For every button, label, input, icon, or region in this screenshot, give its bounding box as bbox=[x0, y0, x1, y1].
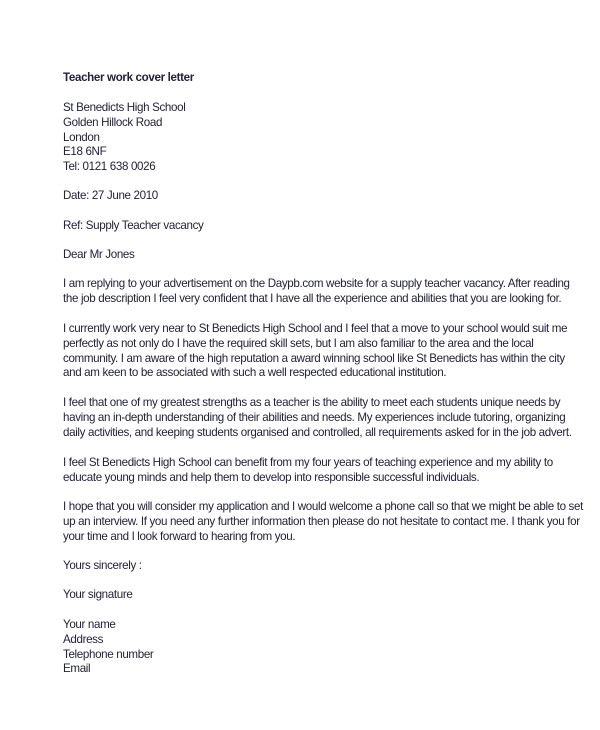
text-line: Your name bbox=[63, 618, 116, 631]
signature-placeholder bbox=[63, 588, 132, 603]
text-line: community. I am aware of the high reputation a award winning school like St Benedicts has within the city bbox=[63, 351, 565, 365]
text-line: I currently work very near to St Benedicts High School and I feel that a move to your school would suit me bbox=[63, 322, 568, 335]
text-line: Your signature bbox=[63, 588, 133, 601]
salutation bbox=[63, 248, 134, 263]
text-line: Golden Hillock Road bbox=[63, 115, 163, 129]
paragraph-1 bbox=[63, 277, 570, 307]
paragraph-2 bbox=[63, 322, 567, 381]
text-line: perfectly as not only do I have the required skill sets, but I am also familiar to the area and the local bbox=[63, 336, 534, 350]
text-line: I hope that you will consider my application and I would welcome a phone call so that we might be able to set bbox=[63, 500, 583, 513]
paragraph-3 bbox=[63, 396, 572, 440]
text-line: Telephone number bbox=[63, 647, 154, 661]
contact-details bbox=[63, 618, 153, 677]
text-line: Date: 27 June 2010 bbox=[63, 189, 158, 202]
text-line: Teacher work cover letter bbox=[63, 71, 194, 84]
text-line: Dear Mr Jones bbox=[63, 248, 135, 261]
text-line: the job description I feel very confident that I have all the experience and abilities that you are looking for. bbox=[63, 291, 562, 305]
text-line: I feel St Benedicts High School can benefit from my four years of teaching experience and my ability to bbox=[63, 456, 553, 469]
paragraph-4 bbox=[63, 456, 553, 486]
text-line: E18 6NF bbox=[63, 145, 107, 159]
text-line: I feel that one of my greatest strengths as a teacher is the ability to meet each students unique needs by bbox=[63, 396, 561, 409]
letter-date bbox=[63, 189, 158, 204]
closing bbox=[63, 559, 142, 574]
text-line: daily activities, and keeping students organised and controlled, all requirements asked for in the job advert. bbox=[63, 425, 572, 439]
text-line: St Benedicts High School bbox=[63, 101, 186, 114]
text-line: having an in-depth understanding of their abilities and needs. My experiences include tutoring, organizing bbox=[63, 410, 566, 424]
text-line: Yours sincerely : bbox=[63, 559, 142, 572]
paragraph-5 bbox=[63, 500, 583, 544]
sender-address bbox=[63, 101, 185, 175]
text-line: Email bbox=[63, 662, 91, 676]
text-line: I am replying to your advertisement on the Daypb.com website for a supply teacher vacancy. After reading bbox=[63, 277, 570, 290]
text-line: Address bbox=[63, 632, 104, 646]
text-line: Ref: Supply Teacher vacancy bbox=[63, 219, 204, 232]
text-line: Tel: 0121 638 0026 bbox=[63, 160, 156, 174]
text-line: your time and I look forward to hearing from you. bbox=[63, 529, 296, 543]
document-title bbox=[63, 71, 194, 86]
text-line: and am keen to be associated with such a well respected educational institution. bbox=[63, 366, 447, 380]
text-line: London bbox=[63, 130, 100, 144]
reference-line bbox=[63, 219, 204, 234]
text-line: up an interview. If you need any further information then please do not hesitate to contact me. I thank you for bbox=[63, 514, 580, 528]
text-line: educate young minds and help them to develop into responsible successful individuals. bbox=[63, 470, 480, 484]
